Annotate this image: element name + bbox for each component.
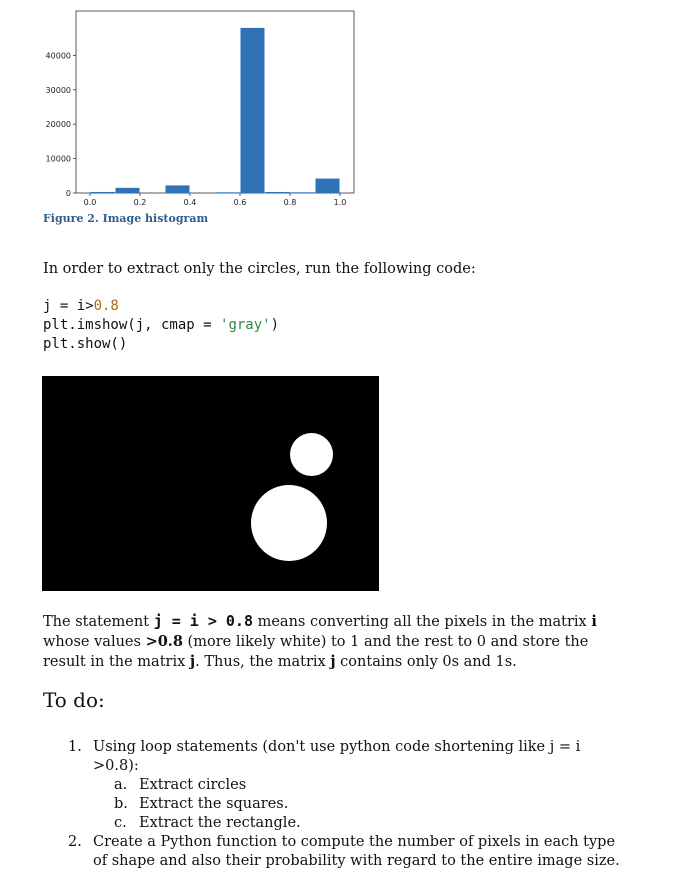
y-tick-label: 10000 xyxy=(45,154,71,164)
binary-output-image xyxy=(42,376,379,591)
todo-subitem-a-letter: a. xyxy=(114,777,128,793)
code-line-1: j = i>0.8 xyxy=(43,298,119,314)
x-tick-label: 0.6 xyxy=(233,198,247,205)
histogram-bar xyxy=(91,192,115,193)
code-line-2: plt.imshow(j, cmap = 'gray') xyxy=(43,317,280,333)
x-tick-label: 0.0 xyxy=(83,198,97,205)
code-block xyxy=(43,297,279,354)
todo-subitem-a-text: Extract circles xyxy=(139,777,247,793)
image-histogram-chart xyxy=(30,5,360,205)
code-line-3: plt.show() xyxy=(43,336,128,352)
todo-item-1-number: 1. xyxy=(68,739,82,755)
todo-item-2-number: 2. xyxy=(68,834,82,850)
x-tick-label: 0.2 xyxy=(133,198,147,205)
x-tick-label: 0.8 xyxy=(283,198,297,205)
todo-subitem-b-text: Extract the squares. xyxy=(139,796,289,812)
todo-item-2-text: Create a Python function to compute the number of pixels in each type of shape and also their probability with regard to the entire image size. xyxy=(93,834,620,869)
todo-list xyxy=(68,738,628,871)
y-tick-label: 0 xyxy=(65,189,71,198)
histogram-bar xyxy=(116,188,140,193)
todo-item-1-text: Using loop statements (don't use python code shortening like j = i >0.8): xyxy=(93,739,581,774)
plot-frame xyxy=(76,11,354,193)
histogram-bar xyxy=(316,179,340,193)
todo-subitem-a xyxy=(68,776,628,795)
histogram-bar xyxy=(291,192,315,193)
histogram-bar xyxy=(241,28,265,193)
y-tick-label: 30000 xyxy=(45,85,71,95)
intro-paragraph: In order to extract only the circles, run the following code: xyxy=(43,261,476,277)
x-tick-label: 1.0 xyxy=(333,198,347,205)
todo-subitem-b-letter: b. xyxy=(114,796,128,812)
figure-caption: Figure 2. Image histogram xyxy=(43,212,209,225)
todo-subitem-c-letter: c. xyxy=(114,815,127,831)
x-tick-label: 0.4 xyxy=(183,198,197,205)
histogram-bar xyxy=(166,185,190,193)
large-white-circle xyxy=(251,485,327,561)
todo-heading: To do: xyxy=(43,688,105,712)
todo-item-1 xyxy=(68,738,628,776)
todo-subitem-c xyxy=(68,814,628,833)
y-tick-label: 40000 xyxy=(45,51,71,61)
histogram-bar xyxy=(266,192,290,193)
todo-item-2 xyxy=(68,833,628,871)
small-white-circle xyxy=(290,433,333,476)
y-tick-label: 20000 xyxy=(45,120,71,130)
explanation-paragraph: The statement j = i > 0.8 means converting all the pixels in the matrix i whose values >0.8 (more likely white) to 1 and the rest to 0 and store the result in the matrix j. Thus, the matrix j contains only 0s and 1s. xyxy=(43,612,597,670)
histogram-bar xyxy=(216,192,240,193)
todo-subitem-b xyxy=(68,795,628,814)
todo-subitem-c-text: Extract the rectangle. xyxy=(139,815,301,831)
